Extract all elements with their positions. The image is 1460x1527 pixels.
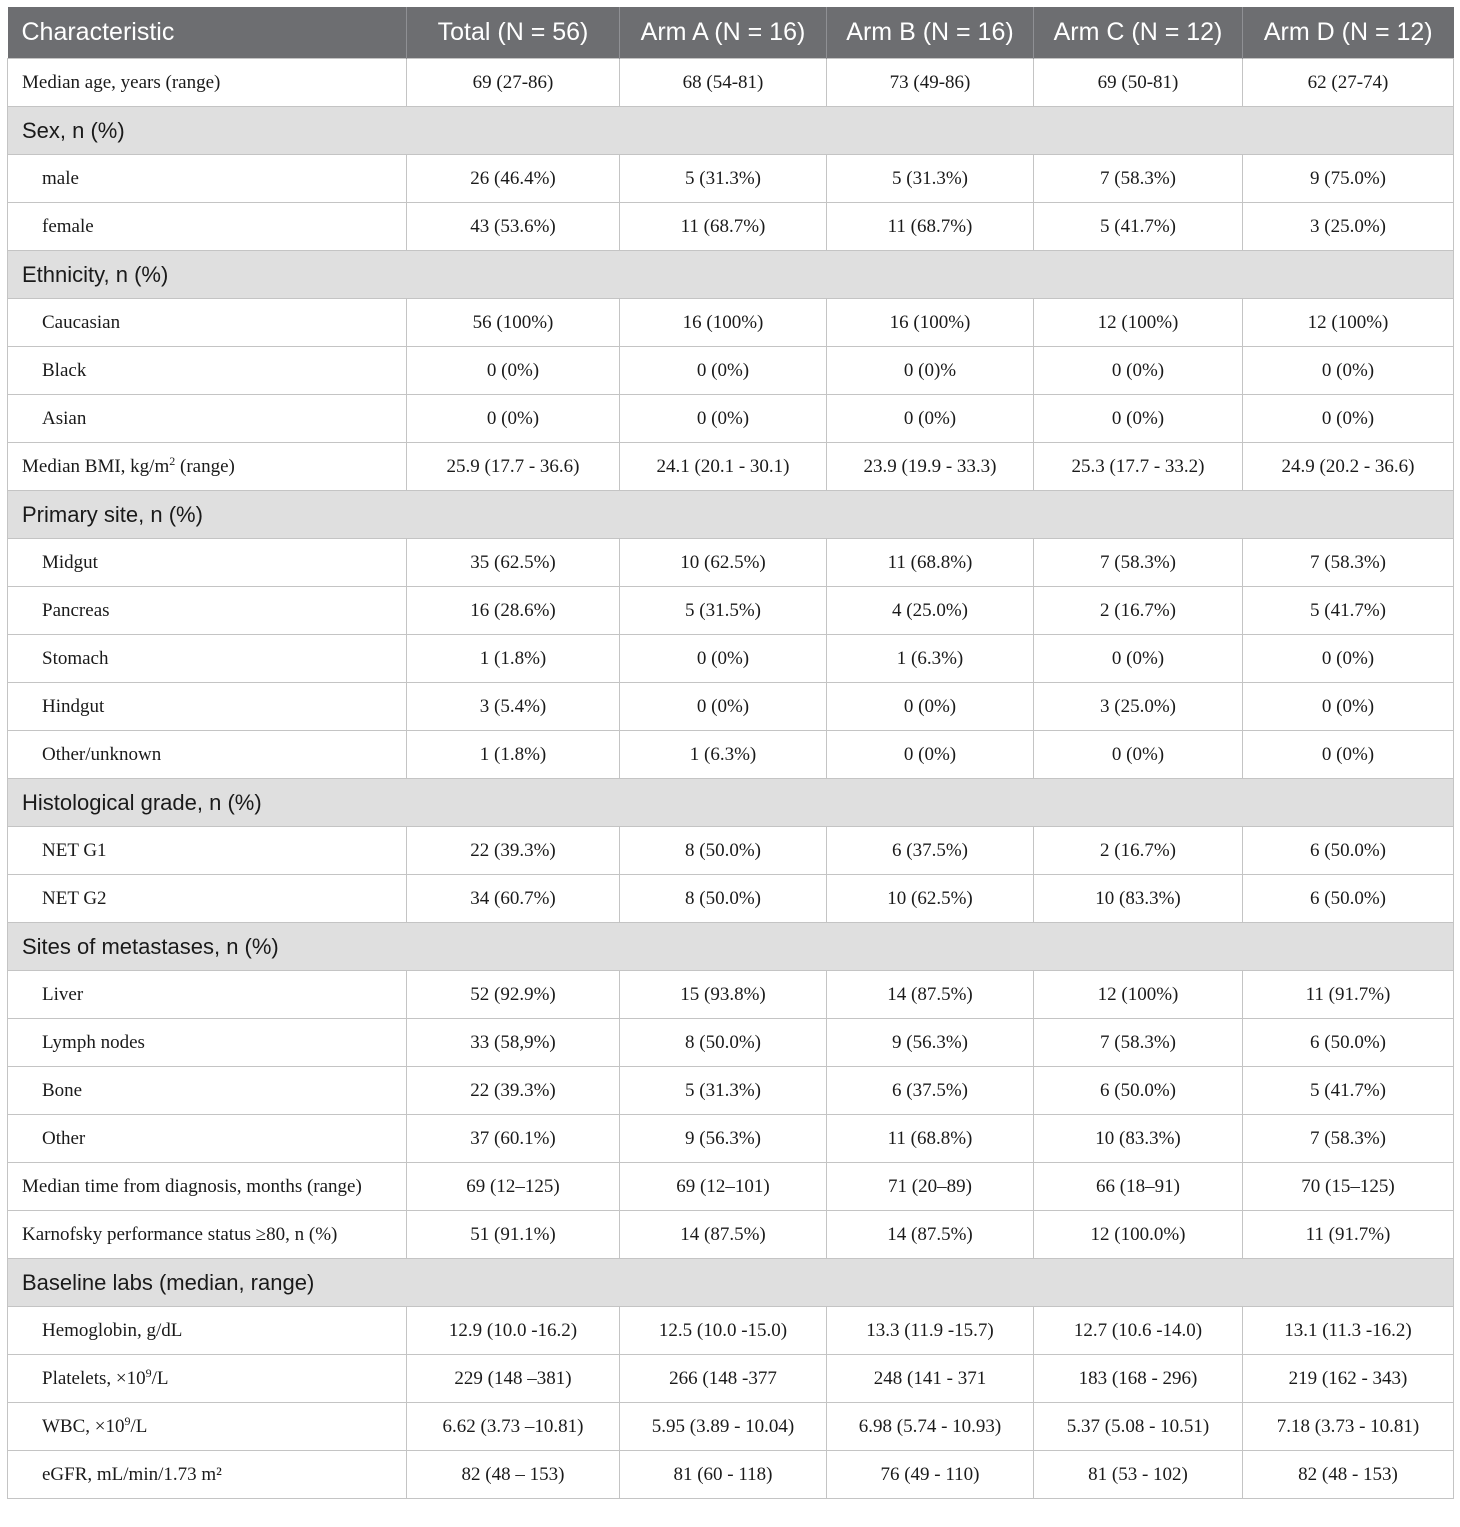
cell-arm-b: 0 (0%) — [827, 683, 1034, 731]
table-row — [8, 347, 1454, 395]
cell-arm-a: 1 (6.3%) — [620, 731, 827, 779]
row-label-text: Other — [42, 1127, 86, 1149]
cell-arm-b: 13.3 (11.9 -15.7) — [827, 1307, 1034, 1355]
table-body — [8, 59, 1454, 1499]
cell-arm-a: 24.1 (20.1 - 30.1) — [620, 443, 827, 491]
cell-arm-c: 69 (50-81) — [1034, 59, 1243, 107]
cell-total: 16 (28.6%) — [407, 587, 620, 635]
table-row — [8, 1355, 1454, 1403]
row-label — [8, 1067, 407, 1115]
row-label-text: Median BMI, kg/m — [22, 455, 170, 477]
table-row — [8, 203, 1454, 251]
cell-arm-b: 71 (20–89) — [827, 1163, 1034, 1211]
cell-arm-b: 73 (49-86) — [827, 59, 1034, 107]
cell-arm-d: 6 (50.0%) — [1243, 1019, 1454, 1067]
cell-arm-c: 0 (0%) — [1034, 395, 1243, 443]
table-row — [8, 971, 1454, 1019]
cell-arm-a: 0 (0%) — [620, 683, 827, 731]
cell-arm-b: 6 (37.5%) — [827, 1067, 1034, 1115]
table-row — [8, 1115, 1454, 1163]
cell-total: 0 (0%) — [407, 395, 620, 443]
cell-arm-d: 6 (50.0%) — [1243, 875, 1454, 923]
row-label-text: Black — [42, 359, 87, 381]
row-label-text: eGFR, mL/min/1.73 m² — [42, 1463, 222, 1485]
cell-total: 25.9 (17.7 - 36.6) — [407, 443, 620, 491]
column-header-characteristic: Characteristic — [8, 7, 407, 59]
cell-arm-c: 12.7 (10.6 -14.0) — [1034, 1307, 1243, 1355]
cell-total: 35 (62.5%) — [407, 539, 620, 587]
column-header-arm-c: Arm C (N = 12) — [1034, 7, 1243, 59]
table-row — [8, 1163, 1454, 1211]
row-label — [8, 59, 407, 107]
cell-arm-a: 68 (54-81) — [620, 59, 827, 107]
table-row — [8, 1403, 1454, 1451]
cell-arm-d: 7 (58.3%) — [1243, 539, 1454, 587]
cell-arm-a: 12.5 (10.0 -15.0) — [620, 1307, 827, 1355]
cell-arm-a: 266 (148 -377 — [620, 1355, 827, 1403]
cell-arm-c: 10 (83.3%) — [1034, 875, 1243, 923]
row-label-text: WBC, ×10 — [42, 1415, 125, 1437]
cell-arm-a: 15 (93.8%) — [620, 971, 827, 1019]
cell-total: 52 (92.9%) — [407, 971, 620, 1019]
row-label-suffix: /L — [151, 1367, 169, 1389]
cell-arm-c: 3 (25.0%) — [1034, 683, 1243, 731]
cell-arm-d: 6 (50.0%) — [1243, 827, 1454, 875]
cell-arm-b: 0 (0)% — [827, 347, 1034, 395]
row-label-text: Hindgut — [42, 695, 105, 717]
column-header-arm-a: Arm A (N = 16) — [620, 7, 827, 59]
cell-arm-c: 0 (0%) — [1034, 731, 1243, 779]
cell-total: 26 (46.4%) — [407, 155, 620, 203]
cell-total: 6.62 (3.73 –10.81) — [407, 1403, 620, 1451]
cell-total: 69 (12–125) — [407, 1163, 620, 1211]
cell-arm-b: 14 (87.5%) — [827, 971, 1034, 1019]
section-row-baseline-labs-median-range — [8, 1259, 1454, 1307]
row-label — [8, 971, 407, 1019]
row-label-suffix: /L — [130, 1415, 148, 1437]
cell-arm-b: 9 (56.3%) — [827, 1019, 1034, 1067]
cell-arm-b: 11 (68.8%) — [827, 539, 1034, 587]
cell-total: 82 (48 – 153) — [407, 1451, 620, 1499]
row-label-superscript: 9 — [145, 1365, 152, 1380]
cell-arm-d: 12 (100%) — [1243, 299, 1454, 347]
section-heading: Sites of metastases, n (%) — [8, 923, 1454, 971]
table-row — [8, 875, 1454, 923]
row-label-text: Median time from diagnosis, months (range) — [22, 1175, 362, 1197]
cell-arm-d: 7.18 (3.73 - 10.81) — [1243, 1403, 1454, 1451]
cell-total: 22 (39.3%) — [407, 1067, 620, 1115]
cell-arm-d: 70 (15–125) — [1243, 1163, 1454, 1211]
cell-arm-b: 248 (141 - 371 — [827, 1355, 1034, 1403]
row-label-text: Median age, years (range) — [22, 71, 221, 93]
cell-total: 33 (58,9%) — [407, 1019, 620, 1067]
section-row-sex-n — [8, 107, 1454, 155]
row-label-text: Platelets, ×10 — [42, 1367, 146, 1389]
row-label-text: NET G1 — [42, 839, 107, 861]
row-label — [8, 827, 407, 875]
row-label-text: Midgut — [42, 551, 98, 573]
cell-arm-c: 183 (168 - 296) — [1034, 1355, 1243, 1403]
table-row — [8, 587, 1454, 635]
cell-total: 43 (53.6%) — [407, 203, 620, 251]
cell-arm-c: 12 (100.0%) — [1034, 1211, 1243, 1259]
cell-arm-c: 12 (100%) — [1034, 971, 1243, 1019]
column-header-total: Total (N = 56) — [407, 7, 620, 59]
cell-arm-a: 9 (56.3%) — [620, 1115, 827, 1163]
cell-arm-a: 5 (31.3%) — [620, 155, 827, 203]
row-label-text: NET G2 — [42, 887, 107, 909]
table-row — [8, 683, 1454, 731]
row-label — [8, 1307, 407, 1355]
cell-arm-d: 62 (27-74) — [1243, 59, 1454, 107]
cell-total: 51 (91.1%) — [407, 1211, 620, 1259]
row-label — [8, 395, 407, 443]
row-label — [8, 587, 407, 635]
row-label-text: Stomach — [42, 647, 109, 669]
cell-arm-c: 81 (53 - 102) — [1034, 1451, 1243, 1499]
row-label — [8, 1451, 407, 1499]
section-row-histological-grade-n — [8, 779, 1454, 827]
cell-arm-a: 5 (31.3%) — [620, 1067, 827, 1115]
cell-arm-b: 14 (87.5%) — [827, 1211, 1034, 1259]
row-label — [8, 635, 407, 683]
cell-arm-c: 7 (58.3%) — [1034, 539, 1243, 587]
cell-total: 0 (0%) — [407, 347, 620, 395]
cell-arm-c: 2 (16.7%) — [1034, 587, 1243, 635]
cell-arm-a: 14 (87.5%) — [620, 1211, 827, 1259]
section-heading: Histological grade, n (%) — [8, 779, 1454, 827]
cell-arm-a: 81 (60 - 118) — [620, 1451, 827, 1499]
table-row — [8, 443, 1454, 491]
cell-total: 37 (60.1%) — [407, 1115, 620, 1163]
section-heading: Baseline labs (median, range) — [8, 1259, 1454, 1307]
cell-arm-d: 0 (0%) — [1243, 635, 1454, 683]
table-row — [8, 59, 1454, 107]
cell-arm-a: 8 (50.0%) — [620, 827, 827, 875]
cell-arm-a: 0 (0%) — [620, 635, 827, 683]
cell-arm-b: 0 (0%) — [827, 395, 1034, 443]
table-row — [8, 731, 1454, 779]
row-label — [8, 299, 407, 347]
row-label — [8, 683, 407, 731]
baseline-characteristics-table — [7, 7, 1454, 1499]
section-row-primary-site-n — [8, 491, 1454, 539]
cell-arm-d: 24.9 (20.2 - 36.6) — [1243, 443, 1454, 491]
cell-arm-c: 6 (50.0%) — [1034, 1067, 1243, 1115]
cell-arm-c: 7 (58.3%) — [1034, 155, 1243, 203]
cell-total: 1 (1.8%) — [407, 635, 620, 683]
row-label — [8, 155, 407, 203]
row-label-superscript: 9 — [124, 1413, 131, 1428]
table-row — [8, 155, 1454, 203]
cell-arm-d: 0 (0%) — [1243, 683, 1454, 731]
row-label-suffix: (range) — [175, 455, 235, 477]
row-label — [8, 875, 407, 923]
row-label-text: Pancreas — [42, 599, 110, 621]
table-row — [8, 1211, 1454, 1259]
cell-arm-a: 0 (0%) — [620, 395, 827, 443]
cell-arm-b: 1 (6.3%) — [827, 635, 1034, 683]
cell-arm-c: 25.3 (17.7 - 33.2) — [1034, 443, 1243, 491]
cell-arm-c: 2 (16.7%) — [1034, 827, 1243, 875]
cell-total: 229 (148 –381) — [407, 1355, 620, 1403]
row-label — [8, 1355, 407, 1403]
table-row — [8, 1019, 1454, 1067]
row-label — [8, 539, 407, 587]
cell-arm-a: 8 (50.0%) — [620, 875, 827, 923]
row-label-text: Karnofsky performance status ≥80, n (%) — [22, 1223, 338, 1245]
section-heading: Ethnicity, n (%) — [8, 251, 1454, 299]
cell-arm-a: 5 (31.5%) — [620, 587, 827, 635]
row-label-text: Hemoglobin, g/dL — [42, 1319, 183, 1341]
column-header-arm-d: Arm D (N = 12) — [1243, 7, 1454, 59]
cell-arm-b: 5 (31.3%) — [827, 155, 1034, 203]
row-label — [8, 203, 407, 251]
cell-arm-a: 10 (62.5%) — [620, 539, 827, 587]
section-row-ethnicity-n — [8, 251, 1454, 299]
cell-arm-b: 6.98 (5.74 - 10.93) — [827, 1403, 1034, 1451]
row-label — [8, 1163, 407, 1211]
row-label-text: Bone — [42, 1079, 83, 1101]
cell-arm-b: 10 (62.5%) — [827, 875, 1034, 923]
cell-arm-b: 11 (68.7%) — [827, 203, 1034, 251]
cell-total: 34 (60.7%) — [407, 875, 620, 923]
cell-arm-c: 0 (0%) — [1034, 635, 1243, 683]
row-label — [8, 1403, 407, 1451]
table-row — [8, 1451, 1454, 1499]
row-label-text: Liver — [42, 983, 84, 1005]
table-row — [8, 827, 1454, 875]
row-label-superscript: 2 — [169, 453, 176, 468]
cell-arm-d: 11 (91.7%) — [1243, 971, 1454, 1019]
row-label — [8, 347, 407, 395]
cell-arm-a: 11 (68.7%) — [620, 203, 827, 251]
row-label-text: female — [42, 215, 94, 237]
cell-arm-b: 11 (68.8%) — [827, 1115, 1034, 1163]
cell-arm-d: 0 (0%) — [1243, 731, 1454, 779]
cell-arm-a: 16 (100%) — [620, 299, 827, 347]
cell-arm-b: 23.9 (19.9 - 33.3) — [827, 443, 1034, 491]
cell-arm-d: 11 (91.7%) — [1243, 1211, 1454, 1259]
cell-arm-a: 0 (0%) — [620, 347, 827, 395]
cell-arm-d: 82 (48 - 153) — [1243, 1451, 1454, 1499]
table-row — [8, 299, 1454, 347]
table-row — [8, 635, 1454, 683]
cell-total: 12.9 (10.0 -16.2) — [407, 1307, 620, 1355]
table-row — [8, 395, 1454, 443]
column-header-arm-b: Arm B (N = 16) — [827, 7, 1034, 59]
cell-total: 56 (100%) — [407, 299, 620, 347]
table-row — [8, 1067, 1454, 1115]
cell-arm-b: 16 (100%) — [827, 299, 1034, 347]
cell-arm-c: 12 (100%) — [1034, 299, 1243, 347]
cell-arm-b: 6 (37.5%) — [827, 827, 1034, 875]
cell-arm-b: 76 (49 - 110) — [827, 1451, 1034, 1499]
cell-total: 3 (5.4%) — [407, 683, 620, 731]
cell-arm-c: 10 (83.3%) — [1034, 1115, 1243, 1163]
cell-arm-d: 0 (0%) — [1243, 347, 1454, 395]
cell-arm-d: 13.1 (11.3 -16.2) — [1243, 1307, 1454, 1355]
cell-arm-d: 219 (162 - 343) — [1243, 1355, 1454, 1403]
row-label-text: Asian — [42, 407, 87, 429]
cell-arm-c: 0 (0%) — [1034, 347, 1243, 395]
row-label — [8, 443, 407, 491]
row-label — [8, 1115, 407, 1163]
cell-arm-d: 0 (0%) — [1243, 395, 1454, 443]
cell-total: 22 (39.3%) — [407, 827, 620, 875]
cell-arm-d: 7 (58.3%) — [1243, 1115, 1454, 1163]
section-row-sites-of-metastases-n — [8, 923, 1454, 971]
table-header — [8, 7, 1454, 59]
section-heading: Sex, n (%) — [8, 107, 1454, 155]
cell-arm-a: 69 (12–101) — [620, 1163, 827, 1211]
cell-arm-a: 5.95 (3.89 - 10.04) — [620, 1403, 827, 1451]
cell-total: 1 (1.8%) — [407, 731, 620, 779]
cell-arm-b: 4 (25.0%) — [827, 587, 1034, 635]
cell-total: 69 (27-86) — [407, 59, 620, 107]
cell-arm-b: 0 (0%) — [827, 731, 1034, 779]
cell-arm-d: 5 (41.7%) — [1243, 1067, 1454, 1115]
cell-arm-d: 5 (41.7%) — [1243, 587, 1454, 635]
cell-arm-d: 3 (25.0%) — [1243, 203, 1454, 251]
row-label-text: Caucasian — [42, 311, 121, 333]
section-heading: Primary site, n (%) — [8, 491, 1454, 539]
header-row — [8, 7, 1454, 59]
cell-arm-a: 8 (50.0%) — [620, 1019, 827, 1067]
row-label-text: male — [42, 167, 79, 189]
row-label — [8, 731, 407, 779]
row-label — [8, 1019, 407, 1067]
cell-arm-d: 9 (75.0%) — [1243, 155, 1454, 203]
table-row — [8, 1307, 1454, 1355]
cell-arm-c: 5 (41.7%) — [1034, 203, 1243, 251]
row-label-text: Lymph nodes — [42, 1031, 145, 1053]
cell-arm-c: 7 (58.3%) — [1034, 1019, 1243, 1067]
cell-arm-c: 66 (18–91) — [1034, 1163, 1243, 1211]
row-label-text: Other/unknown — [42, 743, 162, 765]
cell-arm-c: 5.37 (5.08 - 10.51) — [1034, 1403, 1243, 1451]
row-label — [8, 1211, 407, 1259]
table-row — [8, 539, 1454, 587]
